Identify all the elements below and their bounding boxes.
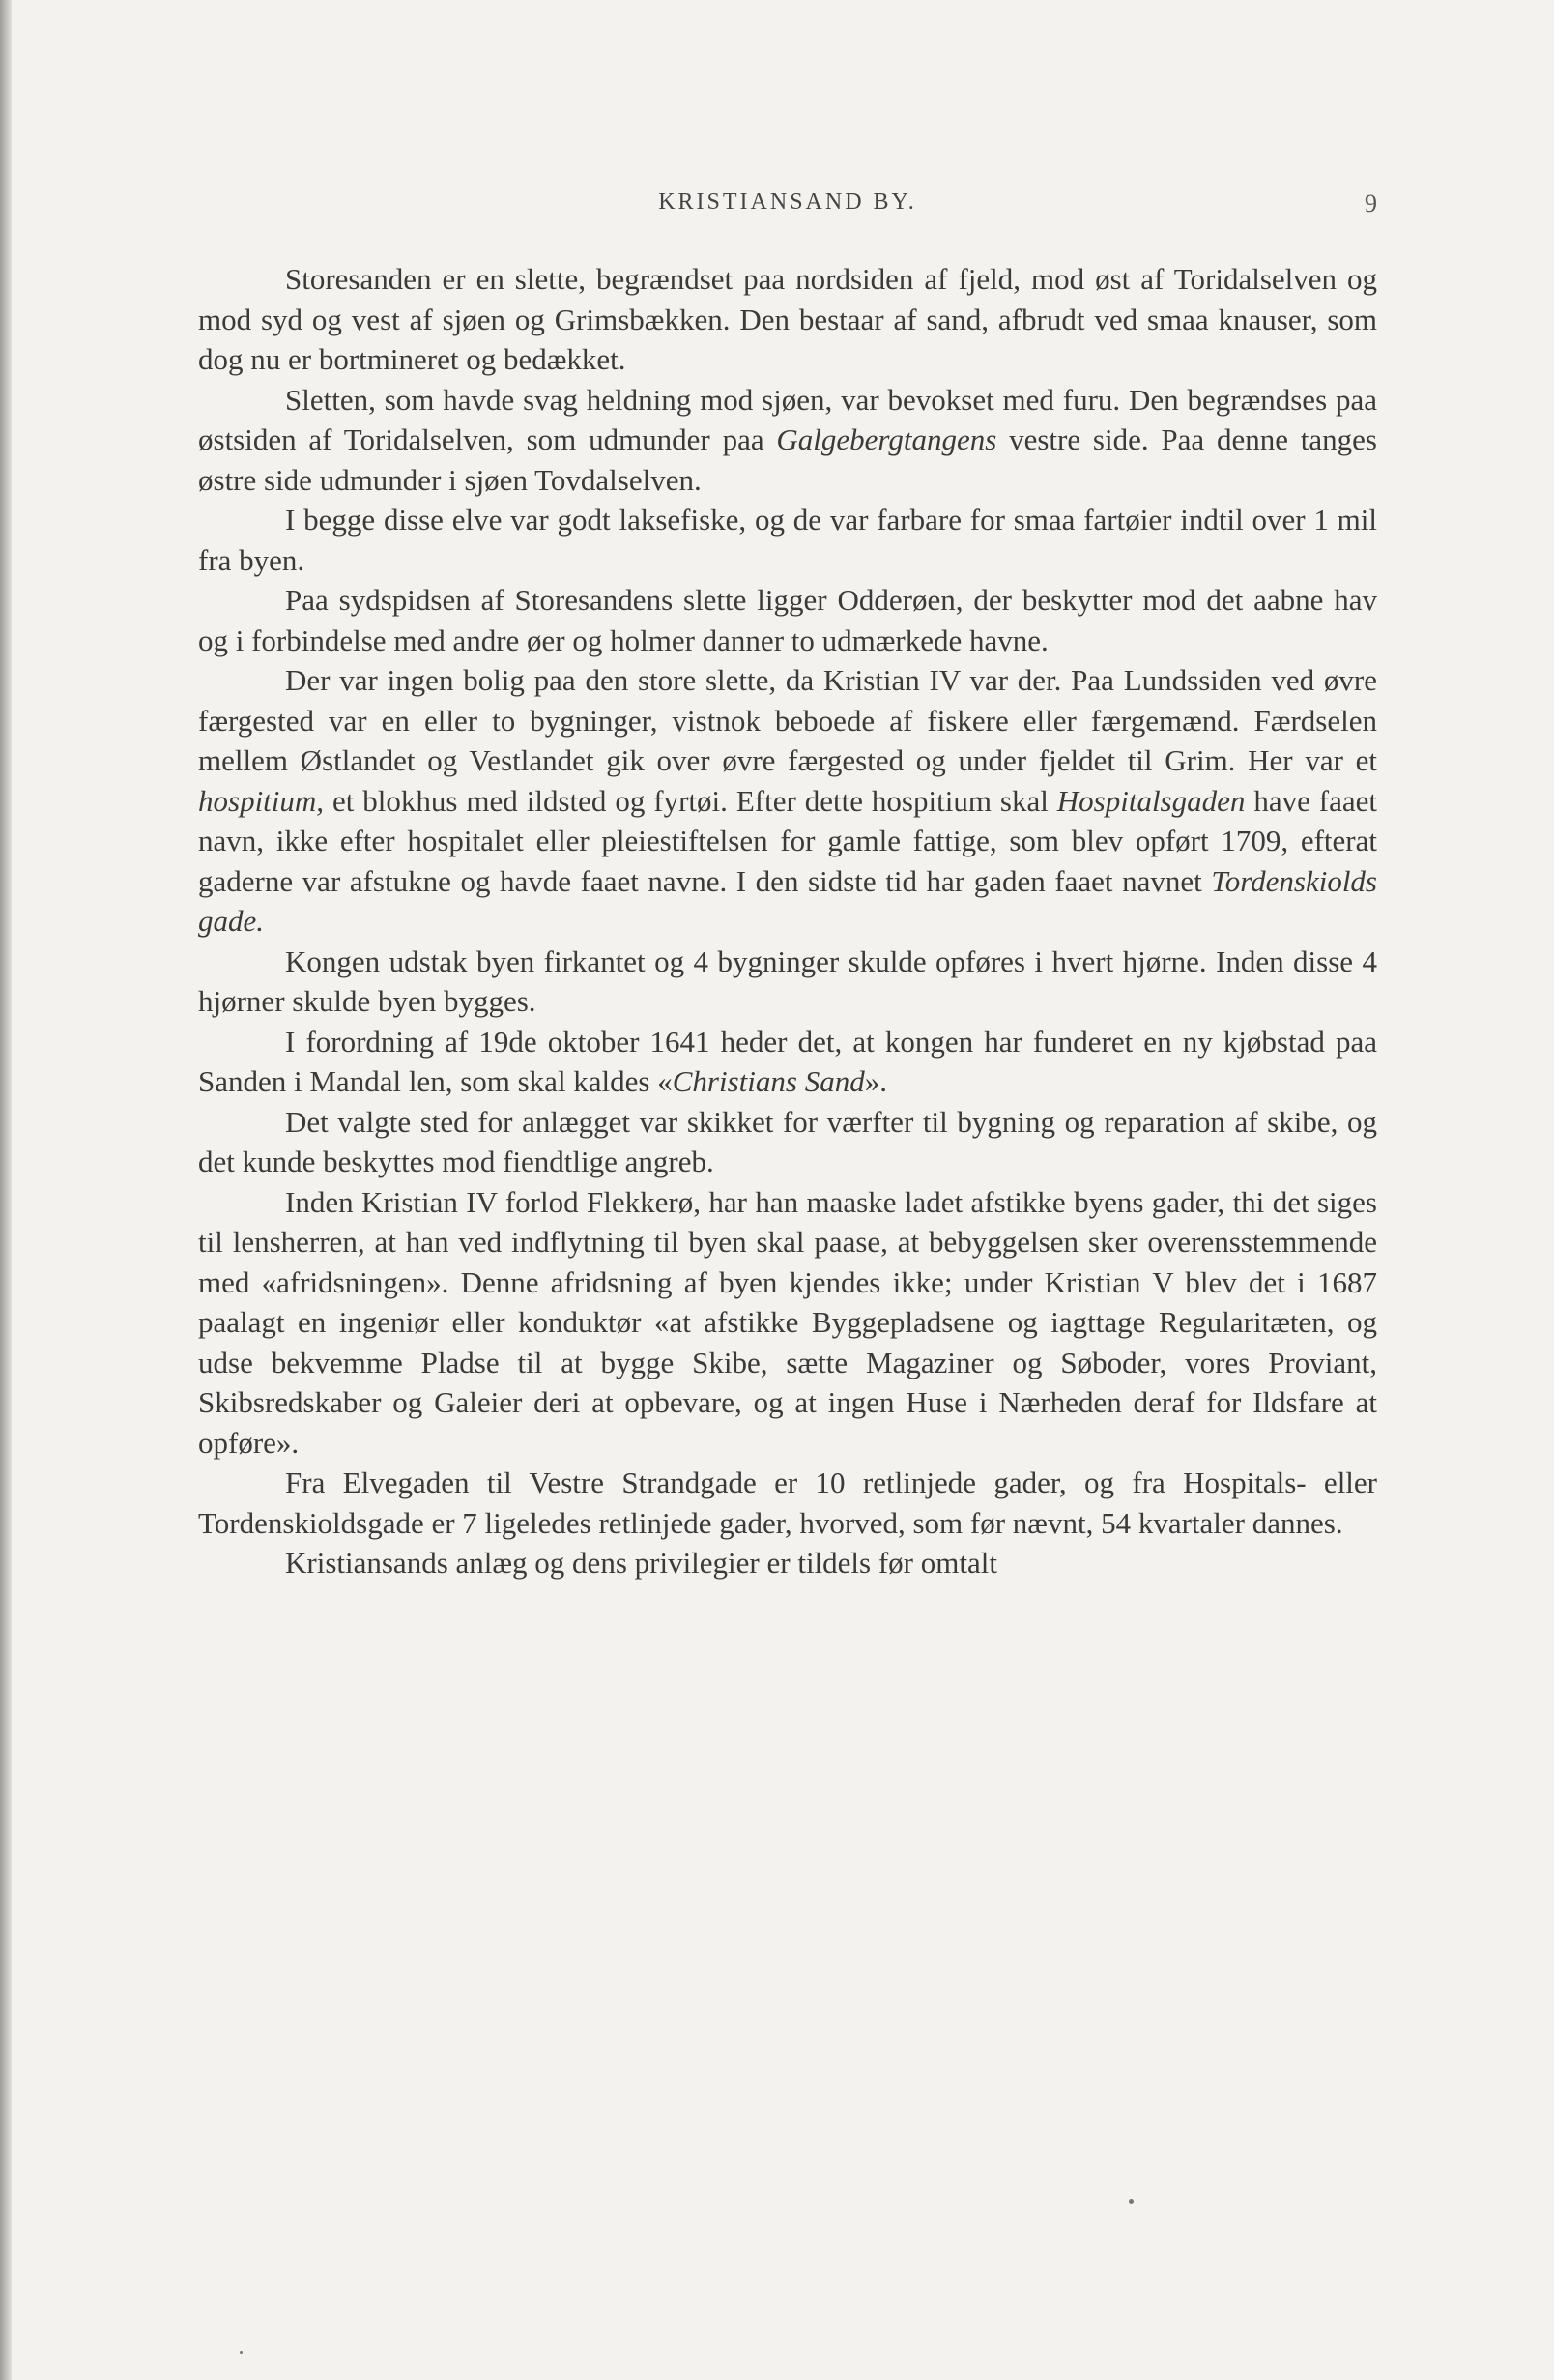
paper-speck bbox=[1129, 2199, 1134, 2204]
text-run: Paa sydspidsen af Storesandens slette ligger Odderøen, der beskytter mod det aabne hav og i forbindelse med andre øer og holmer danner to udmærkede havne. bbox=[198, 583, 1377, 657]
text-run: I forordning af 19de oktober 1641 heder det, at kongen har funderet en ny kjøbstad paa Sanden i Mandal len, som skal kaldes « bbox=[198, 1024, 1377, 1098]
body-text bbox=[198, 259, 1377, 1583]
italic-text: hospitium, bbox=[198, 783, 325, 818]
text-run: I begge disse elve var godt laksefiske, og de var farbare for smaa fartøier indtil over 1 mil fra byen. bbox=[198, 503, 1377, 577]
text-run: Der var ingen bolig paa den store slette, da Kristian IV var der. Paa Lundssiden ved øvre færgested var en eller to bygninger, vistnok beboede af fiskere eller færgemænd. Færdselen mellem Østlandet og Vestlandet gik over øvre færgested og under fjeldet til Grim. Her var et bbox=[198, 663, 1377, 777]
paragraph bbox=[198, 259, 1377, 380]
text-run: Sletten, som havde svag heldning mod sjøen, var bevokset med furu. Den begrændses paa østsiden af Toridalselven, som udmunder paa bbox=[198, 382, 1377, 456]
page-number: 9 bbox=[1365, 189, 1377, 218]
text-run: have faaet navn, ikke efter hospitalet eller pleiestiftelsen for gamle fattige, som blev opført 1709, efterat gaderne var afstukne og havde faaet navne. I den sidste tid har gaden faaet navnet bbox=[198, 783, 1378, 898]
running-title: KRISTIANSAND BY. bbox=[658, 189, 917, 215]
paragraph bbox=[198, 1543, 1377, 1583]
text-run: vestre side. Paa denne tanges østre side udmunder i sjøen Tovdalselven. bbox=[198, 422, 1377, 497]
italic-text: Hospitalsgaden bbox=[1056, 783, 1246, 818]
text-run: Fra Elvegaden til Vestre Strandgade er 10 retlinjede gader, og fra Hospitals- eller Tordenskioldsgade er 7 ligeledes retlinjede gader, hvorved, som før nævnt, 54 kvartaler dannes. bbox=[198, 1466, 1377, 1540]
page-edge-shadow bbox=[0, 0, 12, 2380]
text-run: Storesanden er en slette, begrændset paa nordsiden af fjeld, mod øst af Toridalselven og mod syd og vest af sjøen og Grimsbækken. Den bestaar af sand, afbrudt ved smaa knauser, som dog nu er bortmineret og bedækket. bbox=[198, 262, 1377, 376]
paragraph bbox=[198, 1182, 1377, 1464]
paragraph bbox=[198, 1022, 1377, 1102]
paragraph bbox=[198, 500, 1377, 580]
italic-text: Galgebergtangens bbox=[776, 422, 997, 456]
paragraph bbox=[198, 660, 1377, 942]
text-run: Kristiansands anlæg og dens privilegier er tildels før omtalt bbox=[285, 1546, 997, 1580]
text-run: Kongen udstak byen firkantet og 4 bygninger skulde opføres i hvert hjørne. Inden disse 4 hjørner skulde byen bygges. bbox=[198, 943, 1377, 1018]
italic-text: Christians Sand bbox=[672, 1064, 865, 1098]
italic-text: Tordenskiolds gade. bbox=[198, 863, 1377, 938]
paragraph bbox=[198, 380, 1377, 501]
text-run: Inden Kristian IV forlod Flekkerø, har han maaske ladet afstikke byens gader, thi det siges til lensherren, at han ved indflytning til byen skal paase, at bebyggelsen sker overensstemmende med «afridsningen». Denne afridsning af byen kjendes ikke; under Kristian V blev det i 1687 paalagt en ingeniør eller konduktør «at afstikke Byggepladsene og iagttage Regularitæten, og udse bekvemme Pladse til at bygge Skibe, sætte Magaziner og Søboder, vores Proviant, Skibsredskaber og Galeier deri at opbevare, og at ingen Huse i Nærheden deraf for Ildsfare at opføre». bbox=[198, 1184, 1377, 1460]
paragraph bbox=[198, 942, 1377, 1022]
text-run: et blokhus med ildsted og fyrtøi. Efter dette hospitium skal bbox=[324, 783, 1057, 818]
paragraph bbox=[198, 580, 1377, 660]
page-header bbox=[198, 189, 1377, 228]
text-run: Det valgte sted for anlægget var skikket for værfter til bygning og reparation af skibe, og det kunde beskyttes mod fiendtlige angreb. bbox=[198, 1104, 1377, 1178]
paper-speck bbox=[240, 2351, 243, 2354]
paragraph bbox=[198, 1463, 1377, 1543]
paragraph bbox=[198, 1102, 1377, 1182]
text-run: ». bbox=[864, 1064, 887, 1098]
